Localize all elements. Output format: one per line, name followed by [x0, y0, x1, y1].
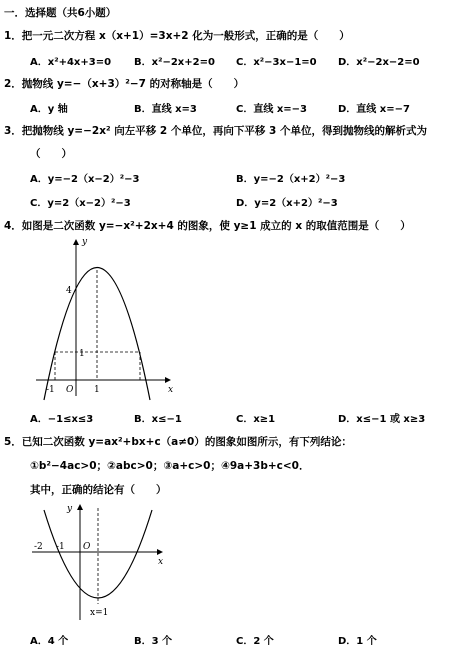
q3-stem-cont: （ ） — [30, 148, 72, 160]
q5-option-a[interactable]: A．4 个 — [30, 636, 69, 647]
q5-stem: 5．已知二次函数 y=ax²+bx+c（a≠0）的图象如图所示，有下列结论： — [4, 436, 352, 448]
q5-axis-label: x=1 — [90, 608, 109, 618]
q5-conclusions: ①b²−4ac>0；②abc>0；③a+c>0；④9a+3b+c<0． — [30, 460, 310, 472]
q4-option-a[interactable]: A．−1≤x≤3 — [30, 414, 94, 425]
q3-option-d[interactable]: D．y=2（x+2）²−3 — [236, 198, 338, 209]
q5-label-neg1: -1 — [56, 542, 65, 552]
q4-label-1x: 1 — [94, 385, 100, 395]
q4-parabola-graph — [0, 230, 190, 400]
q1-option-a[interactable]: A．x²+4x+3=0 — [30, 57, 112, 68]
q4-label-1y: 1 — [79, 349, 85, 359]
q4-option-d[interactable]: D．x≤−1 或 x≥3 — [338, 414, 426, 425]
q1-stem: 1．把一元二次方程 x（x+1）=3x+2 化为一般形式，正确的是（ ） — [4, 30, 350, 42]
q3-option-a[interactable]: A．y=−2（x−2）²−3 — [30, 174, 140, 185]
q5-option-b[interactable]: B．3 个 — [134, 636, 173, 647]
q5-prompt: 其中，正确的结论有（ ） — [30, 484, 167, 496]
section-title: 一．选择题（共6小题） — [4, 7, 117, 19]
q3-stem: 3．把抛物线 y=−2x² 向左平移 2 个单位，再向下平移 3 个单位，得到抛物线的解析式为 — [4, 125, 427, 137]
q4-origin: O — [66, 385, 74, 395]
q4-y-label: y — [82, 237, 88, 247]
q4-stem: 4．如图是二次函数 y=−x²+2x+4 的图象，使 y≥1 成立的 x 的取值范围是（ ） — [4, 220, 411, 232]
q2-option-c[interactable]: C．直线 x=−3 — [236, 104, 307, 115]
q1-option-d[interactable]: D．x²−2x−2=0 — [338, 57, 420, 68]
q5-x-label: x — [158, 557, 164, 567]
q5-parabola-graph — [0, 495, 170, 625]
q3-option-b[interactable]: B．y=−2（x+2）²−3 — [236, 174, 346, 185]
q1-option-c[interactable]: C．x²−3x−1=0 — [236, 57, 317, 68]
q4-label-4: 4 — [66, 286, 72, 296]
q2-option-a[interactable]: A．y 轴 — [30, 104, 68, 115]
q5-label-neg2: -2 — [34, 542, 43, 552]
q5-origin: O — [83, 542, 91, 552]
q2-option-d[interactable]: D．直线 x=−7 — [338, 104, 410, 115]
q4-option-b[interactable]: B．x≤−1 — [134, 414, 182, 425]
q5-option-c[interactable]: C．2 个 — [236, 636, 274, 647]
q5-option-d[interactable]: D．1 个 — [338, 636, 377, 647]
q3-option-c[interactable]: C．y=2（x−2）²−3 — [30, 198, 131, 209]
q4-option-c[interactable]: C．x≥1 — [236, 414, 276, 425]
q4-x-label: x — [168, 385, 174, 395]
q1-option-b[interactable]: B．x²−2x+2=0 — [134, 57, 215, 68]
q2-stem: 2．抛物线 y=−（x+3）²−7 的对称轴是（ ） — [4, 78, 245, 90]
q4-label-neg1: -1 — [46, 385, 55, 395]
q5-y-label: y — [67, 504, 73, 514]
q2-option-b[interactable]: B．直线 x=3 — [134, 104, 197, 115]
